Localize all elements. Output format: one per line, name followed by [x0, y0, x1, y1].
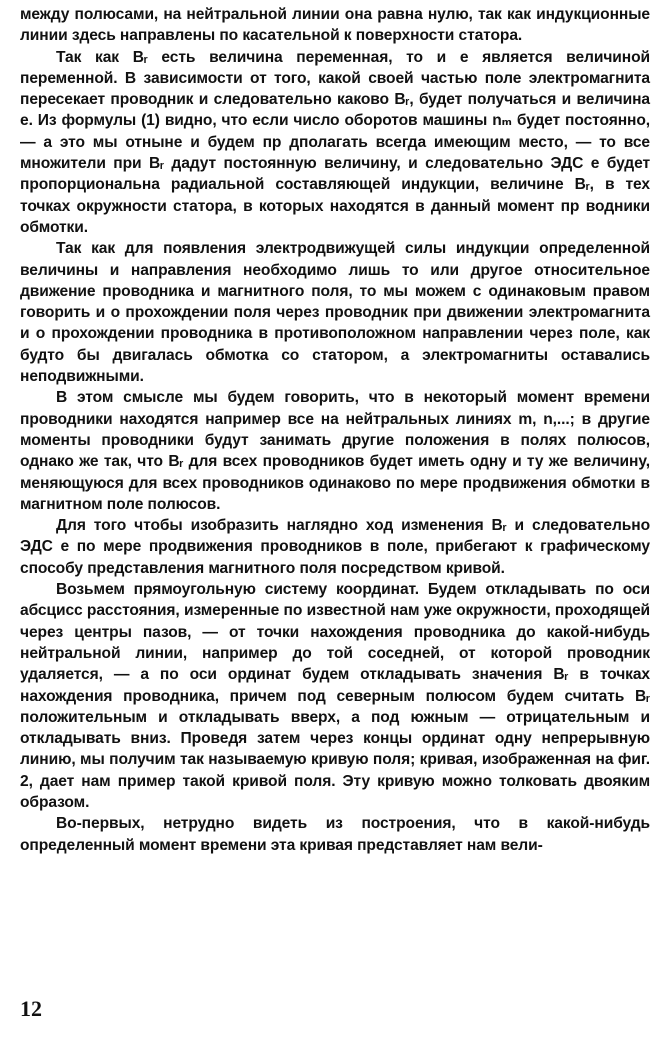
paragraph-5: Для того чтобы изобразить наглядно ход изменения Bᵣ и следовательно ЭДС e по мере продвижения проводников в поле, прибегают к графическому способу представления магнитного поля посредством кривой.: [20, 517, 650, 577]
paragraph-2: Так как Bᵣ есть величина переменная, то и e является величиной переменной. В зависимости от того, какой своей частью поле электромагнита пересекает проводник и следовательно каково Bᵣ, будет получаться и величина e. Из формулы (1) видно, что если число оборотов машины nₘ будет постоянно, — а это мы отныне и будем пр дполагать всегда имеющим место, — то все множители при Bᵣ дадут постоянную величину, и следовательно ЭДС e будет пропорциональна радиальной составляющей индукции, величине Bᵣ, в тех точках окружности статора, в которых находятся в данный момент пр водники обмотки.: [20, 48, 650, 236]
paragraph-4: В этом смысле мы будем говорить, что в некоторый момент времени проводники находятся например все на нейтральных линиях m, n,...; в другие моменты проводники будут занимать другие положения в полях полюсов, однако же так, что Bᵣ для всех проводников будет иметь одну и ту же величину, меняющуюся для всех проводников одинаково по мере продвижения обмотки в магнитном поле полюсов.: [20, 389, 650, 513]
paragraph-1: между полюсами, на нейтральной линии она равна нулю, так как индукционные линии здесь направлены по касательной к поверхности статора.: [20, 6, 650, 45]
paragraph-3: Так как для появления электродвижущей силы индукции определенной величины и направления необходимо лишь то или другое относительное движение проводника и магнитного поля, то мы можем с одинаковым правом говорить и о прохождении поля через проводник при движении электромагнита и о прохождении проводника в противоположном направлении через поле, как будто бы двигалась обмотка со статором, а электромагниты оставались неподвижными.: [20, 240, 650, 386]
document-page: [20, 4, 650, 1048]
body-text: [20, 4, 650, 856]
page-number: 12: [20, 996, 42, 1021]
paragraph-6: Возьмем прямоугольную систему координат. Будем откладывать по оси абсцисс расстояния, измеренные по известной нам уже окружности, проходящей через центры пазов, — от точки нахождения проводника до какой-нибудь нейтральной линии, например до той соседней, от которой проводник удаляется, — а по оси ординат будем откладывать значения Bᵣ в точках нахождения проводника, причем под северным полюсом будем считать Bᵣ положительным и откладывать вверх, а под южным — отрицательным и откладывать вниз. Проведя затем через концы ординат одну непрерывную линию, мы получим так называемую кривую поля; кривая, изображенная на фиг. 2, дает нам пример такой кривой поля. Эту кривую можно толковать двояким образом.: [20, 581, 650, 811]
paragraph-7: Во-первых, нетрудно видеть из построения, что в какой-нибудь определенный момент времени эта кривая представляет нам вели-: [20, 815, 650, 854]
